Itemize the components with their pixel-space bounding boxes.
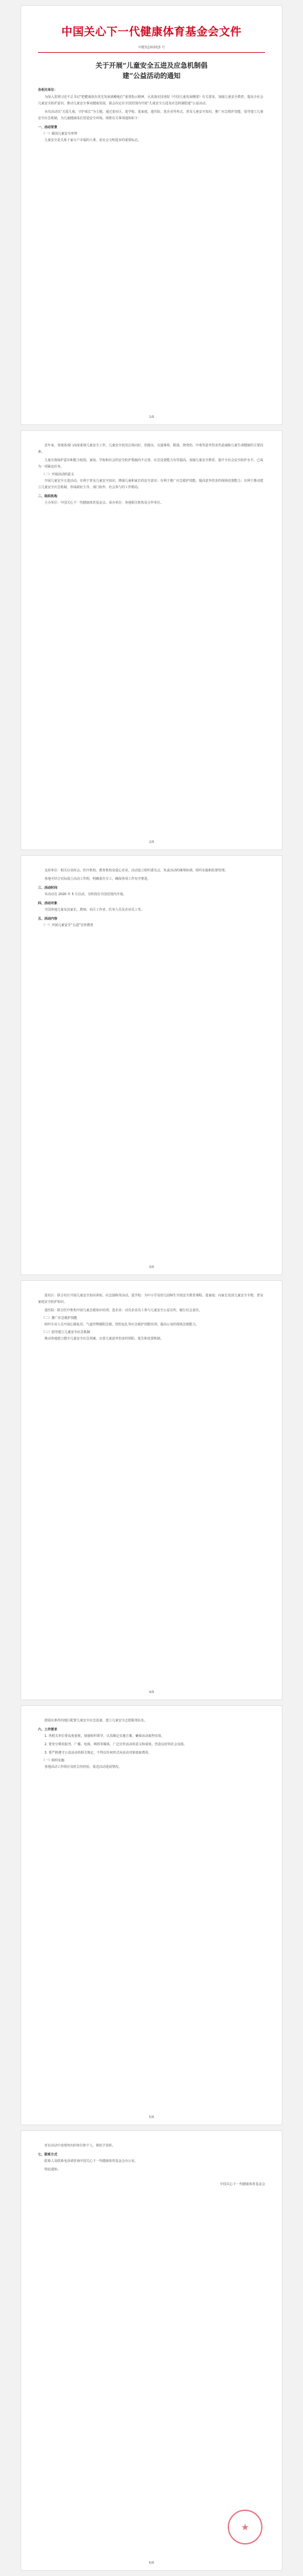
red-divider [38,52,265,53]
paragraph: 支持单位：相关行业协会、医疗机构、教育机构及爱心企业。活动设立组织委员会，负责活动的统筹协调、组织实施和监督管理。 [44,869,228,873]
page-number: 2/6 [149,840,154,844]
section-heading: （一）组织实施 [42,1759,65,1763]
section-heading: 一、活动背景 [38,126,58,129]
seal-star-icon: ★ [241,2523,250,2533]
paragraph: 全国各地儿童及其家长、教师、社区工作者、医务人员及企业员工等。 [44,908,145,912]
paragraph: 3. 要严格遵守公益活动的相关规定，不得以任何形式向活动对象收取费用。 [44,1751,152,1755]
page-number: 4/6 [149,1690,154,1694]
page-4 [21,1280,282,1700]
paragraph: 为深入贯彻习近平总书记“把健康放在优先发展战略地位”重要指示精神，认真落实国务院《中国儿童发展纲要》有关要求，加强儿童安全教育，提高全社会儿童安全防护意识，推动儿童安全事业健康发展，我会决定在全国范围内开展“儿童安全五进及应急机制倡建”公益活动。 [38,95,264,106]
page-5 [21,1705,282,2125]
paragraph: 儿童安全是关系千家万户幸福的大事，是社会文明进步的重要标志。 [44,138,142,142]
section-heading: 三、活动时间 [38,886,58,890]
paragraph: 2. 要充分利用报刊、广播、电视、网络等媒体，广泛宣传活动的意义和成效，营造良好的社会氛围。 [44,1743,187,1747]
section-heading: （一）开展儿童安全“五进”宣传教育 [42,923,94,927]
section-heading: 四、活动对象 [38,902,58,905]
section-heading: （一）我国儿童安全形势 [42,132,78,136]
paragraph: 特此通知。 [44,2168,61,2172]
paragraph: 组织专业人员开展心肺复苏、气道异物梗阻急救、创伤包扎等应急救护技能培训，提高公众的现场急救能力。 [44,1323,199,1327]
paragraph: 推动各地建立健全儿童安全应急预案，完善儿童意外伤害的预防、报告和处置机制。 [44,1337,164,1341]
page-number: 3/6 [149,1265,154,1269]
section-heading: （二）开展活动的意义 [42,473,75,477]
page-body [38,1718,265,1770]
org-header: 中国关心下一代健康体育基金会文件 [61,26,242,39]
page-1 [21,5,282,425]
paragraph: 各地活动工作组应及时总结经验，报送活动进展情况。 [44,1765,122,1769]
paragraph: 鼓励有条件的地区配置儿童安全应急设备，建立儿童安全志愿服务队伍。 [44,1719,148,1723]
closing-org: 中国关心下一代健康体育基金会 [219,2183,265,2186]
doc-number: 中健发[2020]3 号 [138,46,165,50]
paragraph: 进医院：联合医疗机构开展儿童急救知识培训。进企业：动员企业员工参与儿童安全公益宣传，履行社会责任。 [44,1309,203,1312]
page-2 [21,430,282,850]
paragraph: 主办单位：中国关心下一代健康体育基金会。承办单位：各地相关机构及合作单位。 [44,501,164,505]
page-body [38,442,265,506]
title-line-1: 关于开展“儿童安全五进及应急机制倡 [95,62,208,70]
section-heading: 六、工作要求 [38,1728,58,1732]
paragraph: 1. 各相关单位要高度重视，加强组织领导，认真制定实施方案，确保活动取得实效。 [44,1734,165,1738]
official-seal [228,2510,262,2544]
paragraph: 本次活动以“关爱儿童、守护成长”为主题，通过进社区、进学校、进家庭、进医院、进企业等形式，普及儿童安全知识，推广应急救护技能，倡导建立儿童安全应急机制，为儿童健康成长营造安全环境。现将有关事项通知如下： [38,110,264,120]
section-heading: 二、组织机构 [38,495,58,498]
section-heading: 七、联系方式 [38,2153,58,2157]
title-line-2: 建”公益活动的通知 [122,72,181,80]
page-number: 6/6 [149,2561,154,2565]
paragraph: 近年来，各地各部门高度重视儿童安全工作，儿童安全状况总体向好，但溺水、交通事故、跌落、烧烫伤、中毒等意外伤害仍是威胁儿童生命健康的主要因素。 [38,444,264,454]
paragraph: 联系人及联系电话请咨询中国关心下一代健康体育基金会办公室。 [44,2159,138,2163]
page-body [38,1293,265,1342]
salutation: 各相关单位： [38,88,58,92]
paragraph: 进社区：联合社区开展儿童安全知识讲座、应急演练等活动。进学校：为中小学及幼儿园师生开展安全教育课程。进家庭：向家长发放儿童安全手册，普及家庭安全防护知识。 [38,1294,264,1304]
section-heading: （三）倡导建立儿童安全应急机制 [42,1331,91,1334]
page-number: 1/6 [149,415,154,419]
page-body [38,867,265,927]
document-title [38,61,265,81]
paragraph: 儿童自我保护意识和能力较弱，家庭、学校和社会的安全防护措施尚不完善，应急处置能力有待提高。加强儿童安全教育，提升全社会安全防护水平，已成为一项紧迫任务。 [38,459,264,469]
page-body [38,2143,265,2173]
section-heading: （二）推广应急救护技能 [42,1316,78,1320]
page-6 [21,2130,282,2571]
paragraph: 本活动自 2020 年 5 月启动，分阶段在全国范围内开展。 [44,893,127,896]
page-number: 5/6 [149,2116,154,2119]
section-heading: 五、活动内容 [38,917,58,921]
paragraph: 开展儿童安全五进活动，有利于普及儿童安全知识，增强儿童和家长的安全意识；有利于推广应急救护技能，提高意外伤害的现场处置能力；有利于推动建立儿童安全应急机制，形成政府主导、部门协作、社会参与的工作格局。 [38,479,264,489]
paragraph: 对在活动中表现突出的单位和个人，将给予表彰。 [44,2144,116,2148]
paragraph: 各地可结合实际成立活动工作组，明确责任分工，确保各项工作有序推进。 [44,877,151,881]
page-3 [21,855,282,1275]
page-body [38,94,265,144]
